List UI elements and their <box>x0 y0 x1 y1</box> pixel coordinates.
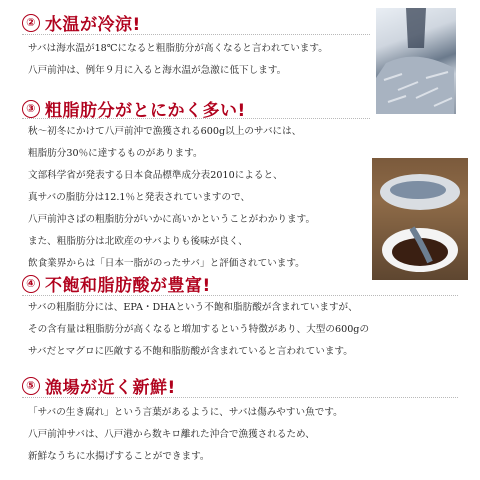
section-3-line-1: 秋〜初冬にかけて八戸前沖で漁獲される600g以上のサバには、 <box>28 126 302 137</box>
fish-catch-photo <box>376 8 456 114</box>
section-2-title: 水温が冷涼! <box>45 15 141 35</box>
section-4-body <box>28 297 369 363</box>
section-5-line-1: 「サバの生き腐れ」という言葉があるように、サバは傷みやすい魚です。 <box>28 407 343 418</box>
mackerel-dish-photo <box>372 158 468 280</box>
section-5-line-2: 八戸前沖サバは、八戸港から数キロ離れた沖合で漁獲されるため、 <box>28 429 315 440</box>
section-3-body <box>28 121 315 275</box>
section-3-title: 粗脂肪分がとにかく多い! <box>45 101 246 121</box>
section-3-line-5: 八戸前沖さばの粗脂肪分がいかに高いかということがわかります。 <box>28 214 316 225</box>
section-5-number: ⑤ <box>22 377 40 395</box>
section-2-line-1: サバは海水温が18℃になると粗脂肪分が高くなると言われています。 <box>28 43 328 54</box>
section-2-divider <box>22 34 370 35</box>
section-3-divider <box>22 118 370 119</box>
section-3-line-3: 文部科学省が発表する日本食品標準成分表2010によると、 <box>28 170 283 181</box>
section-4-line-3: サバだとマグロに匹敵する不飽和脂肪酸が含まれていると言われています。 <box>28 346 353 357</box>
section-3-line-2: 粗脂肪分30％に達するものがあります。 <box>28 148 203 159</box>
section-4-line-2: その含有量は粗脂肪分が高くなると増加するという特徴があり、大型の600gの <box>28 324 370 335</box>
section-4-line-1: サバの粗脂肪分には、EPA・DHAという不飽和脂肪酸が含まれていますが、 <box>28 302 358 313</box>
section-2-line-2: 八戸前沖は、例年９月に入ると海水温が急激に低下します。 <box>28 65 287 76</box>
section-5-divider <box>22 397 458 398</box>
section-5-line-3: 新鮮なうちに水揚げすることができます。 <box>28 451 210 462</box>
section-3-line-6: また、粗脂肪分は北欧産のサバよりも後味が良く、 <box>28 236 248 247</box>
section-3-number: ③ <box>22 100 40 118</box>
section-2-number: ② <box>22 14 40 32</box>
section-2-heading <box>22 10 141 35</box>
section-4-divider <box>22 295 458 296</box>
section-4-heading <box>22 271 211 296</box>
section-5-heading <box>22 373 176 398</box>
section-4-title: 不飽和脂肪酸が豊富! <box>45 276 211 296</box>
section-2-body <box>28 38 328 82</box>
section-4-number: ④ <box>22 275 40 293</box>
section-5-body <box>28 402 343 468</box>
section-3-line-7: 飲食業界からは「日本一脂がのったサバ」と評価されています。 <box>28 258 305 269</box>
section-5-title: 漁場が近く新鮮! <box>45 378 176 398</box>
section-3-line-4: 真サバの脂肪分は12.1％と発表されていますので、 <box>28 192 251 203</box>
